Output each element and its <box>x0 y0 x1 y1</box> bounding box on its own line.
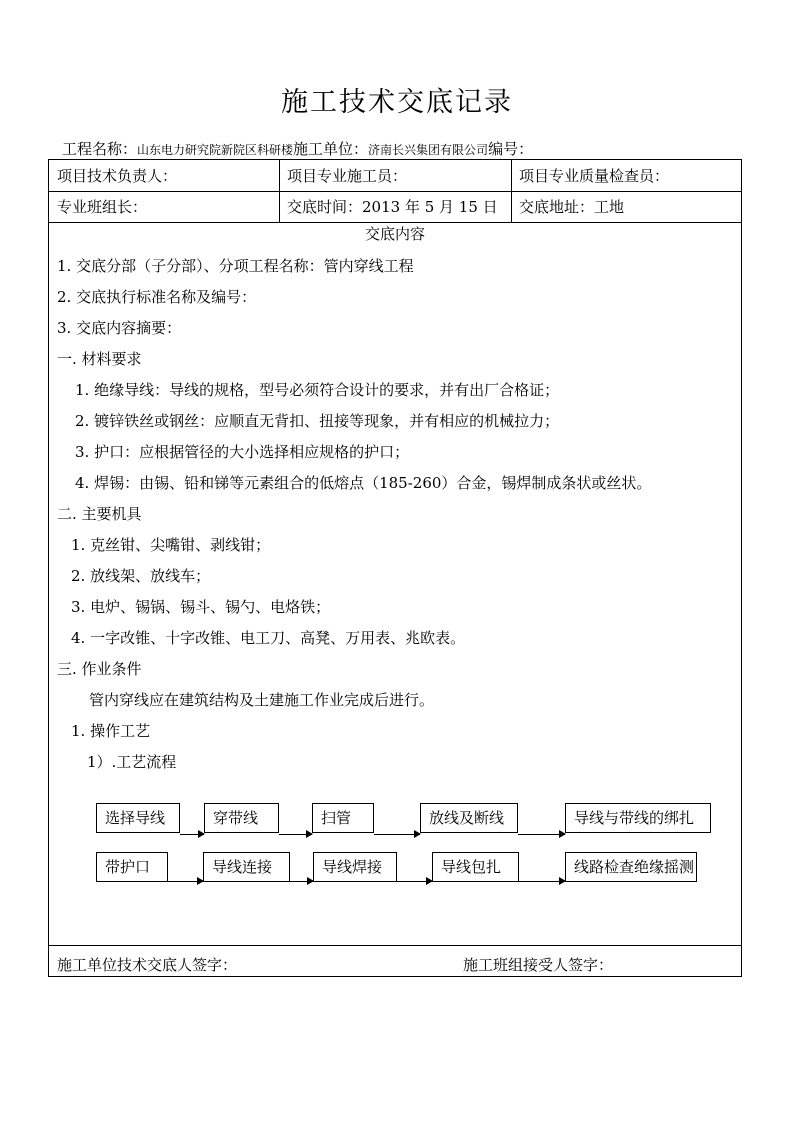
flow-arrow <box>518 834 565 835</box>
flow-arrow <box>168 881 203 882</box>
flow-arrow <box>519 881 565 882</box>
column-divider <box>511 160 512 222</box>
receiving-team-signature: 施工班组接受人签字： <box>463 956 614 974</box>
team-leader-field: 专业班组长： <box>57 198 148 216</box>
disclosing-party-signature: 施工单位技术交底人签字： <box>57 956 238 974</box>
flow-arrow <box>279 834 312 835</box>
content-line: 1. 克丝钳、尖嘴钳、剥线钳； <box>71 536 271 554</box>
flow-step-wrap: 导线包扎 <box>432 852 519 882</box>
page-title: 施工技术交底记录 <box>281 87 513 118</box>
content-line: 3. 护口：应根据管径的大小选择相应规格的护口； <box>75 443 410 461</box>
content-line: 1）.工艺流程 <box>87 753 177 771</box>
row-divider <box>49 191 741 192</box>
content-heading: 交底内容 <box>364 225 425 243</box>
serial-number-label: 编号： <box>488 140 534 158</box>
disclosure-table <box>48 159 742 977</box>
project-name-value: 山东电力研究院新院区科研楼 <box>137 143 294 157</box>
section-heading: 一. 材料要求 <box>57 350 142 368</box>
section-heading: 三. 作业条件 <box>57 660 142 678</box>
quality-inspector-field: 项目专业质量检查员： <box>519 167 670 185</box>
construction-unit-label: 施工单位： <box>293 140 369 158</box>
content-line: 管内穿线应在建筑结构及土建施工作业完成后进行。 <box>89 691 435 709</box>
flow-step-insulation-test: 线路检查绝缘摇测 <box>565 852 697 882</box>
column-divider <box>279 160 280 222</box>
content-line: 1. 绝缘导线：导线的规格，型号必须符合设计的要求，并有出厂合格证； <box>75 381 560 399</box>
flow-step-bind-wire: 导线与带线的绑扎 <box>565 803 711 833</box>
flow-step-connect: 导线连接 <box>203 852 290 882</box>
content-line: 3. 电炉、锡锅、锡斗、锡勺、电烙铁； <box>71 598 331 616</box>
flow-step-pay-out-cut: 放线及断线 <box>420 803 518 833</box>
disclosure-time-field: 交底时间：2013 年 5 月 15 日 <box>287 198 498 216</box>
flow-arrow <box>397 881 432 882</box>
flow-arrow <box>374 834 420 835</box>
content-line: 2. 交底执行标准名称及编号： <box>57 288 257 306</box>
flow-step-thread-leader: 穿带线 <box>204 803 279 833</box>
section-heading: 二. 主要机具 <box>57 505 142 523</box>
disclosure-location-field: 交底地址：工地 <box>519 198 625 216</box>
flow-step-clean-conduit: 扫管 <box>312 803 374 833</box>
content-line: 3. 交底内容摘要： <box>57 319 182 337</box>
flow-arrow <box>180 834 204 835</box>
content-line: 2. 镀锌铁丝或钢丝：应顺直无背扣、扭接等现象，并有相应的机械拉力； <box>75 412 560 430</box>
content-line: 1. 操作工艺 <box>71 722 151 740</box>
project-meta-line <box>62 138 533 159</box>
content-line: 4. 一字改锥、十字改锥、电工刀、高凳、万用表、兆欧表。 <box>71 629 466 647</box>
row-divider <box>49 945 741 946</box>
row-divider <box>49 222 741 223</box>
content-line: 2. 放线架、放线车； <box>71 567 211 585</box>
project-name-label: 工程名称： <box>62 140 138 158</box>
flow-arrow <box>290 881 313 882</box>
tech-lead-field: 项目技术负责人： <box>57 167 178 185</box>
flow-step-bushing: 带护口 <box>96 852 168 882</box>
flow-step-select-wire: 选择导线 <box>96 803 180 833</box>
content-line: 4. 焊锡：由锡、铅和锑等元素组合的低熔点（185-260）合金，锡焊制成条状或丝状。 <box>75 474 652 492</box>
flow-step-solder: 导线焊接 <box>313 852 397 882</box>
content-line: 1. 交底分部（子分部）、分项工程名称：管内穿线工程 <box>57 257 414 275</box>
construction-unit-value: 济南长兴集团有限公司 <box>368 143 489 157</box>
construction-staff-field: 项目专业施工员： <box>287 167 408 185</box>
